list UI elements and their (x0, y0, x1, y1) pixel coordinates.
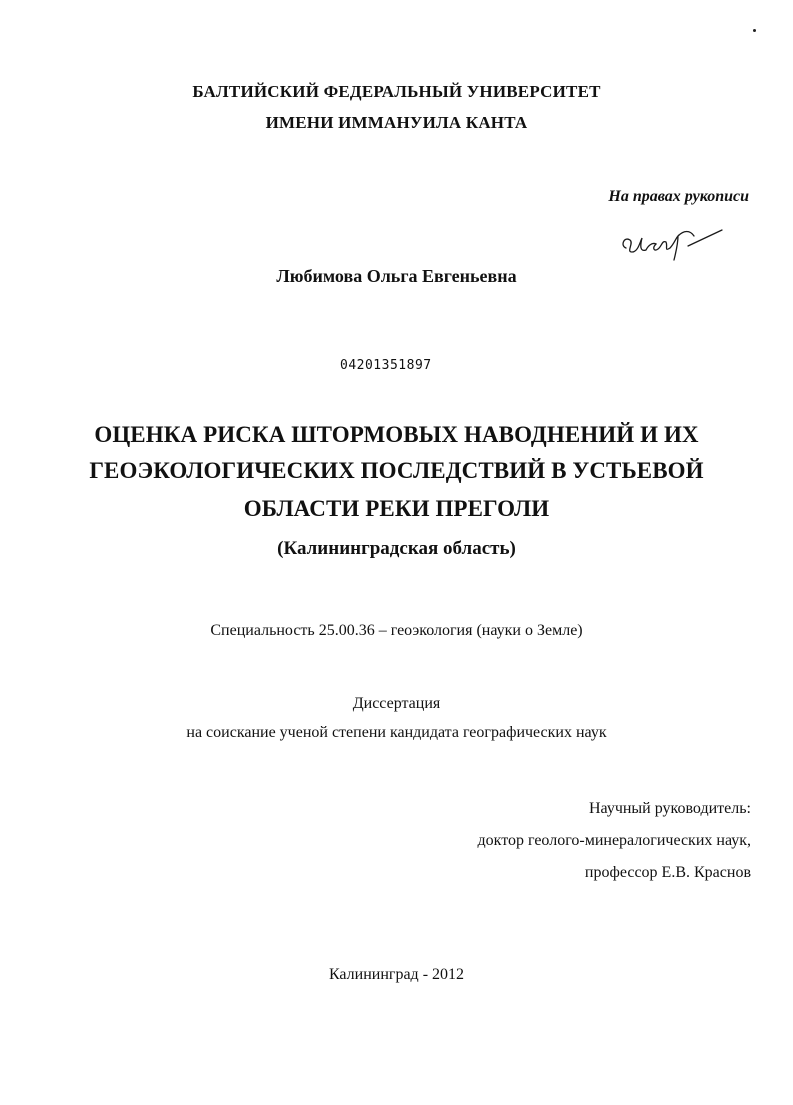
record-code: 04201351897 (340, 358, 432, 373)
supervisor-name: профессор Е.В. Краснов (584, 864, 751, 881)
university-name-line1: БАЛТИЙСКИЙ ФЕДЕРАЛЬНЫЙ УНИВЕРСИТЕТ (192, 82, 601, 101)
university-name-line2: ИМЕНИ ИММАНУИЛА КАНТА (265, 113, 528, 132)
dissertation-label: Диссертация (352, 695, 441, 712)
scan-speck (753, 29, 756, 32)
specialty: Специальность 25.00.36 – геоэкология (науки о Земле) (210, 622, 583, 639)
thesis-region: (Калининградская область) (277, 538, 516, 559)
author-name: Любимова Ольга Евгеньевна (276, 266, 517, 286)
thesis-title-line1: ОЦЕНКА РИСКА ШТОРМОВЫХ НАВОДНЕНИЙ И ИХ (94, 422, 699, 447)
handwritten-signature (618, 216, 728, 266)
supervisor-degree: доктор геолого-минералогических наук, (477, 832, 751, 849)
supervisor-label: Научный руководитель: (588, 800, 751, 817)
thesis-title-line2: ГЕОЭКОЛОГИЧЕСКИХ ПОСЛЕДСТВИЙ В УСТЬЕВОЙ (89, 458, 704, 483)
dissertation-purpose: на соискание ученой степени кандидата географических наук (186, 724, 607, 741)
manuscript-rights-label: На правах рукописи (608, 188, 749, 205)
thesis-title-line3: ОБЛАСТИ РЕКИ ПРЕГОЛИ (243, 496, 550, 521)
place-and-year: Калининград - 2012 (328, 966, 465, 983)
